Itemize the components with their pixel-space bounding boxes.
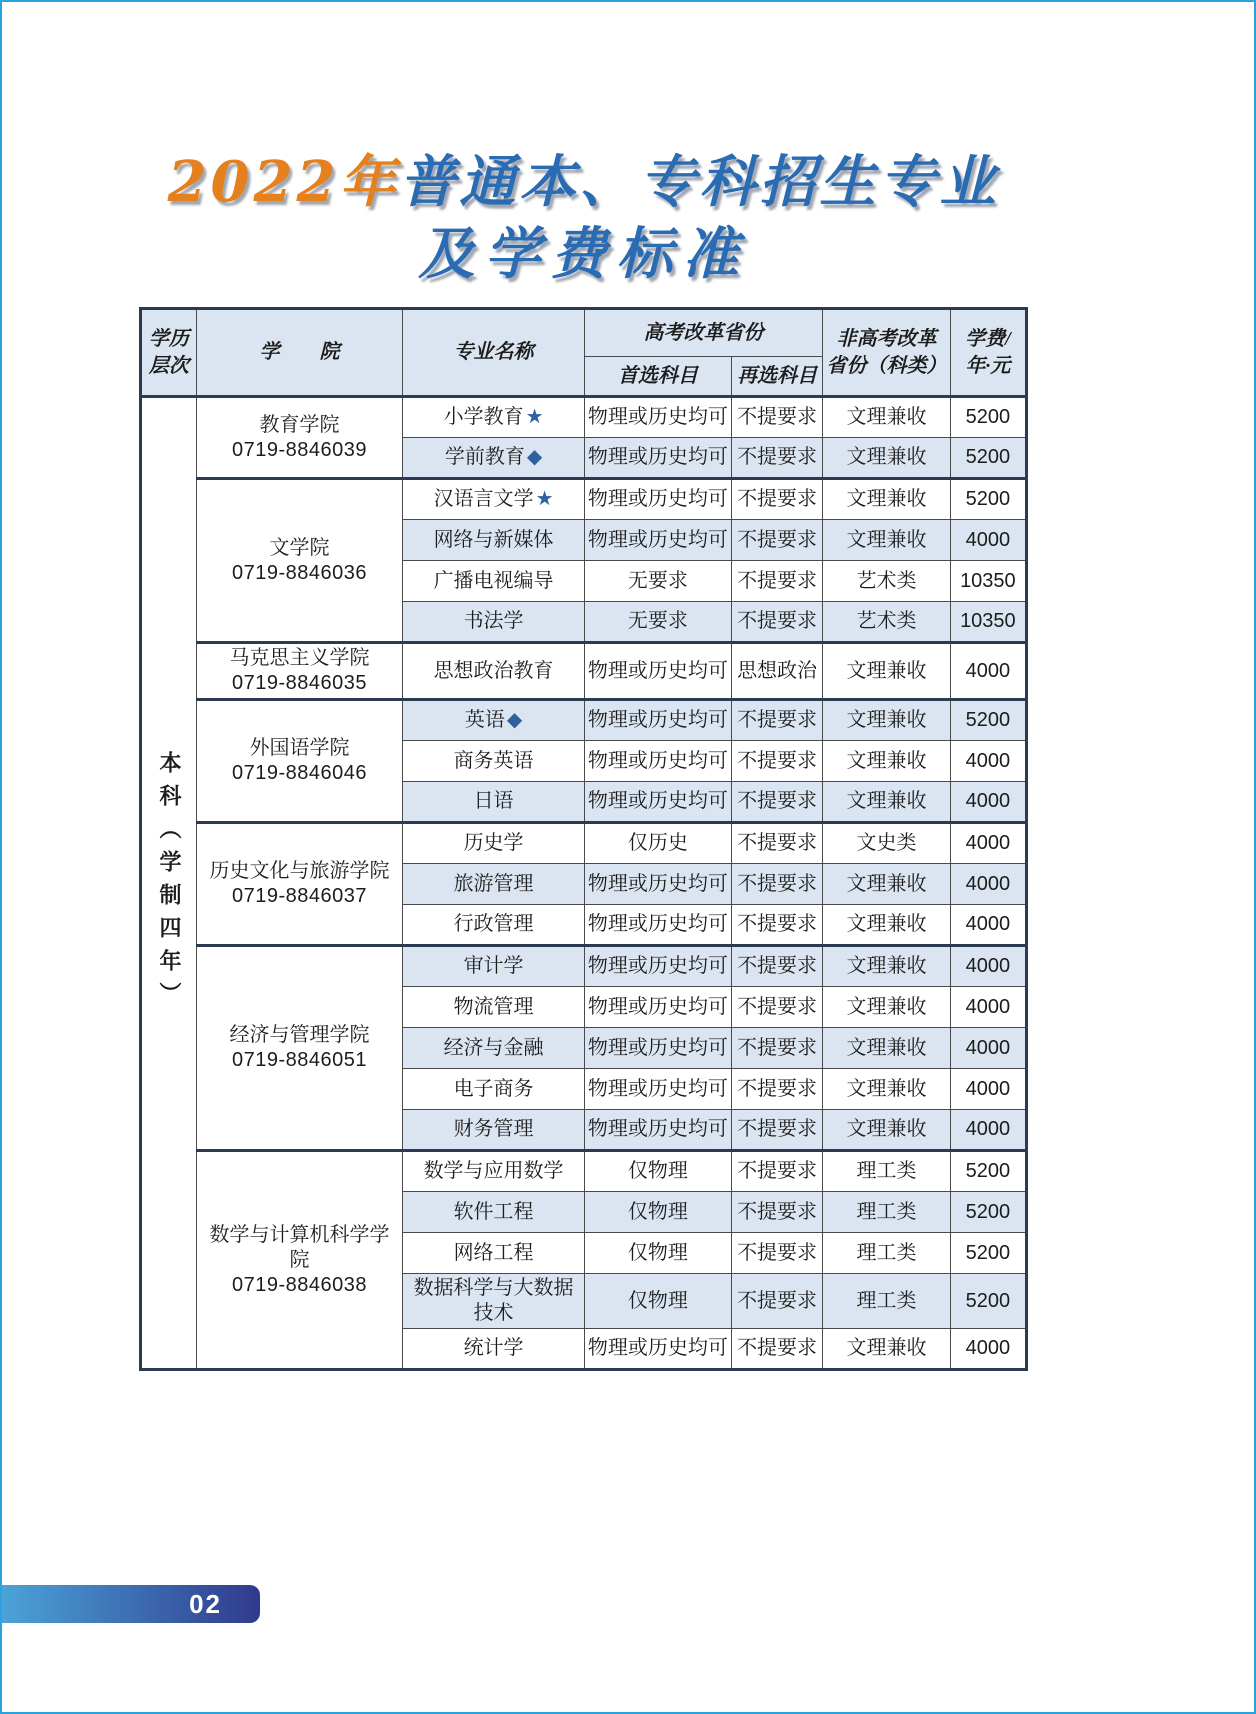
major-cell <box>403 1151 585 1192</box>
second-subject-cell: 不提要求 <box>731 741 822 782</box>
major-cell <box>403 1274 585 1329</box>
fee-cell: 10350 <box>950 602 1026 643</box>
second-subject-cell: 不提要求 <box>731 1192 822 1233</box>
degree-level-text: 本科（学制四年） <box>157 751 182 1015</box>
category-cell: 理工类 <box>823 1151 951 1192</box>
major-name: 网络与新媒体 <box>433 528 554 551</box>
major-cell <box>403 741 585 782</box>
diamond-marker: ◆ <box>526 446 543 468</box>
category-cell: 文史类 <box>823 823 951 864</box>
first-subject-cell: 物理或历史均可 <box>584 782 731 823</box>
col-header-second-subject: 再选科目 <box>731 357 822 397</box>
second-subject-cell: 不提要求 <box>731 700 822 741</box>
fee-cell: 5200 <box>950 1274 1026 1329</box>
first-subject-cell: 仅物理 <box>584 1233 731 1274</box>
table-row <box>141 946 1027 987</box>
title-line-1 <box>139 150 1028 214</box>
diamond-marker: ◆ <box>506 709 523 731</box>
second-subject-cell: 不提要求 <box>731 1028 822 1069</box>
fee-cell: 4000 <box>950 643 1026 700</box>
major-name: 历史学 <box>463 832 524 854</box>
fee-cell: 4000 <box>950 1069 1026 1110</box>
college-cell <box>196 946 402 1151</box>
second-subject-cell: 不提要求 <box>731 1329 822 1370</box>
first-subject-cell: 物理或历史均可 <box>584 438 731 479</box>
major-name: 英语 <box>464 709 505 731</box>
col-header-level <box>141 309 197 397</box>
major-cell <box>403 479 585 520</box>
major-cell <box>403 602 585 643</box>
tuition-table <box>139 307 1028 1371</box>
major-name: 书法学 <box>463 610 524 632</box>
major-cell <box>403 643 585 700</box>
second-subject-cell: 不提要求 <box>731 987 822 1028</box>
major-cell <box>403 520 585 561</box>
college-phone: 0719-8846039 <box>232 438 368 461</box>
second-subject-cell: 不提要求 <box>731 520 822 561</box>
first-subject-cell: 物理或历史均可 <box>584 864 731 905</box>
fee-cell: 5200 <box>950 700 1026 741</box>
col-header-college: 学 院 <box>196 309 402 397</box>
category-cell: 文理兼收 <box>823 643 951 700</box>
college-cell <box>196 397 402 479</box>
fee-cell: 4000 <box>950 520 1026 561</box>
college-cell <box>196 643 402 700</box>
table-row <box>141 643 1027 700</box>
col-header-level-line2: 层次 <box>148 354 189 377</box>
major-name: 旅游管理 <box>453 872 534 895</box>
major-cell <box>403 823 585 864</box>
fee-cell: 4000 <box>950 823 1026 864</box>
category-cell: 文理兼收 <box>823 1329 951 1370</box>
major-cell <box>403 1069 585 1110</box>
category-cell: 文理兼收 <box>823 520 951 561</box>
star-marker: ★ <box>525 406 544 428</box>
major-name: 小学教育 <box>443 406 524 428</box>
category-cell: 文理兼收 <box>823 479 951 520</box>
first-subject-cell: 物理或历史均可 <box>584 520 731 561</box>
category-cell: 理工类 <box>823 1192 951 1233</box>
first-subject-cell: 物理或历史均可 <box>584 905 731 946</box>
second-subject-cell: 不提要求 <box>731 905 822 946</box>
college-phone: 0719-8846038 <box>232 1273 368 1296</box>
fee-cell: 4000 <box>950 905 1026 946</box>
table-row <box>141 1151 1027 1192</box>
page-number-badge <box>2 1585 260 1623</box>
table-header <box>141 309 1027 397</box>
col-header-fee <box>950 309 1026 397</box>
major-name: 汉语言文学 <box>433 488 534 510</box>
first-subject-cell: 物理或历史均可 <box>584 1069 731 1110</box>
major-cell <box>403 1110 585 1151</box>
major-cell <box>403 438 585 479</box>
category-cell: 文理兼收 <box>823 438 951 479</box>
category-cell: 艺术类 <box>823 602 951 643</box>
table-row <box>141 823 1027 864</box>
fee-cell: 5200 <box>950 1151 1026 1192</box>
first-subject-cell: 物理或历史均可 <box>584 1028 731 1069</box>
second-subject-cell: 不提要求 <box>731 864 822 905</box>
star-marker: ★ <box>535 488 554 510</box>
college-cell <box>196 700 402 823</box>
category-cell: 理工类 <box>823 1274 951 1329</box>
title-line1-text: 普通本、专科招生专业 <box>399 149 1000 215</box>
college-cell <box>196 823 402 946</box>
second-subject-cell: 不提要求 <box>731 561 822 602</box>
fee-cell: 4000 <box>950 1110 1026 1151</box>
major-name: 商务英语 <box>453 749 534 772</box>
fee-cell: 5200 <box>950 397 1026 438</box>
major-cell <box>403 1192 585 1233</box>
second-subject-cell: 不提要求 <box>731 1069 822 1110</box>
second-subject-cell: 不提要求 <box>731 397 822 438</box>
col-header-gaokao-reform: 高考改革省份 <box>584 309 822 357</box>
major-cell <box>403 864 585 905</box>
major-cell <box>403 1028 585 1069</box>
college-name: 马克思主义学院 <box>229 647 370 669</box>
college-cell <box>196 479 402 643</box>
major-cell <box>403 1233 585 1274</box>
college-name: 教育学院 <box>259 413 340 436</box>
major-name: 思想政治教育 <box>433 659 554 682</box>
first-subject-cell: 物理或历史均可 <box>584 741 731 782</box>
col-header-non-reform-line2: 省份（科类） <box>826 354 947 377</box>
second-subject-cell: 不提要求 <box>731 946 822 987</box>
col-header-first-subject: 首选科目 <box>584 357 731 397</box>
second-subject-cell: 不提要求 <box>731 479 822 520</box>
first-subject-cell: 物理或历史均可 <box>584 479 731 520</box>
college-cell <box>196 1151 402 1370</box>
first-subject-cell: 物理或历史均可 <box>584 700 731 741</box>
major-cell <box>403 1329 585 1370</box>
category-cell: 文理兼收 <box>823 1028 951 1069</box>
first-subject-cell: 物理或历史均可 <box>584 397 731 438</box>
category-cell: 文理兼收 <box>823 946 951 987</box>
major-name: 物流管理 <box>453 995 534 1018</box>
first-subject-cell: 仅物理 <box>584 1192 731 1233</box>
title-year: 2022年 <box>167 149 400 215</box>
page-number: 02 <box>189 1588 222 1619</box>
first-subject-cell: 物理或历史均可 <box>584 946 731 987</box>
first-subject-cell: 无要求 <box>584 602 731 643</box>
major-name: 行政管理 <box>453 913 534 935</box>
major-name: 财务管理 <box>453 1118 534 1140</box>
first-subject-cell: 仅物理 <box>584 1151 731 1192</box>
category-cell: 文理兼收 <box>823 864 951 905</box>
major-name: 经济与金融 <box>443 1036 544 1059</box>
first-subject-cell: 物理或历史均可 <box>584 1329 731 1370</box>
fee-cell: 4000 <box>950 946 1026 987</box>
first-subject-cell: 仅物理 <box>584 1274 731 1329</box>
major-name: 数学与应用数学 <box>423 1160 564 1182</box>
degree-level-cell <box>141 397 197 1370</box>
college-name: 文学院 <box>269 536 330 559</box>
fee-cell: 5200 <box>950 1233 1026 1274</box>
college-phone: 0719-8846036 <box>232 561 368 584</box>
major-name: 电子商务 <box>453 1077 534 1100</box>
second-subject-cell: 不提要求 <box>731 1151 822 1192</box>
first-subject-cell: 物理或历史均可 <box>584 643 731 700</box>
fee-cell: 10350 <box>950 561 1026 602</box>
college-name: 经济与管理学院 <box>229 1024 370 1046</box>
major-cell <box>403 987 585 1028</box>
fee-cell: 5200 <box>950 438 1026 479</box>
second-subject-cell: 不提要求 <box>731 782 822 823</box>
table-row <box>141 397 1027 438</box>
table-row <box>141 479 1027 520</box>
category-cell: 文理兼收 <box>823 1110 951 1151</box>
college-name: 数学与计算机科学学院 <box>209 1223 390 1271</box>
major-cell <box>403 946 585 987</box>
second-subject-cell: 不提要求 <box>731 1110 822 1151</box>
category-cell: 艺术类 <box>823 561 951 602</box>
major-cell <box>403 905 585 946</box>
major-name: 日语 <box>473 790 514 812</box>
second-subject-cell: 不提要求 <box>731 438 822 479</box>
major-name: 审计学 <box>463 955 524 977</box>
first-subject-cell: 无要求 <box>584 561 731 602</box>
college-name: 外国语学院 <box>249 737 350 759</box>
major-cell <box>403 397 585 438</box>
college-phone: 0719-8846037 <box>232 885 368 907</box>
fee-cell: 4000 <box>950 741 1026 782</box>
fee-cell: 4000 <box>950 987 1026 1028</box>
second-subject-cell: 不提要求 <box>731 1233 822 1274</box>
major-cell <box>403 561 585 602</box>
col-header-non-reform <box>823 309 951 397</box>
category-cell: 文理兼收 <box>823 905 951 946</box>
category-cell: 文理兼收 <box>823 741 951 782</box>
major-cell <box>403 782 585 823</box>
fee-cell: 4000 <box>950 782 1026 823</box>
college-phone: 0719-8846051 <box>232 1049 368 1071</box>
fee-cell: 4000 <box>950 864 1026 905</box>
table-row <box>141 700 1027 741</box>
major-name: 数据科学与大数据技术 <box>413 1277 574 1324</box>
major-name: 网络工程 <box>453 1241 534 1264</box>
major-name: 软件工程 <box>453 1200 534 1223</box>
fee-cell: 5200 <box>950 1192 1026 1233</box>
college-phone: 0719-8846035 <box>232 672 368 694</box>
category-cell: 文理兼收 <box>823 782 951 823</box>
second-subject-cell: 不提要求 <box>731 1274 822 1329</box>
fee-cell: 4000 <box>950 1028 1026 1069</box>
fee-cell: 4000 <box>950 1329 1026 1370</box>
first-subject-cell: 物理或历史均可 <box>584 987 731 1028</box>
col-header-fee-line2: 年·元 <box>965 354 1011 377</box>
category-cell: 文理兼收 <box>823 1069 951 1110</box>
fee-cell: 5200 <box>950 479 1026 520</box>
title-line-2: 及学费标准 <box>418 221 749 288</box>
major-name: 学前教育 <box>444 446 525 468</box>
major-name: 统计学 <box>463 1337 524 1359</box>
col-header-level-line1: 学历 <box>148 327 189 350</box>
major-cell <box>403 700 585 741</box>
second-subject-cell: 思想政治 <box>731 643 822 700</box>
category-cell: 文理兼收 <box>823 397 951 438</box>
page-title <box>139 150 1028 287</box>
category-cell: 文理兼收 <box>823 987 951 1028</box>
col-header-major: 专业名称 <box>403 309 585 397</box>
category-cell: 理工类 <box>823 1233 951 1274</box>
second-subject-cell: 不提要求 <box>731 823 822 864</box>
header-row-1 <box>141 309 1027 357</box>
college-name: 历史文化与旅游学院 <box>209 860 390 882</box>
category-cell: 文理兼收 <box>823 700 951 741</box>
col-header-fee-line1: 学费/ <box>965 327 1011 350</box>
second-subject-cell: 不提要求 <box>731 602 822 643</box>
first-subject-cell: 物理或历史均可 <box>584 1110 731 1151</box>
col-header-non-reform-line1: 非高考改革 <box>836 327 937 350</box>
tuition-table-body <box>141 397 1027 1370</box>
major-name: 广播电视编导 <box>433 569 554 592</box>
first-subject-cell: 仅历史 <box>584 823 731 864</box>
college-phone: 0719-8846046 <box>232 762 368 784</box>
